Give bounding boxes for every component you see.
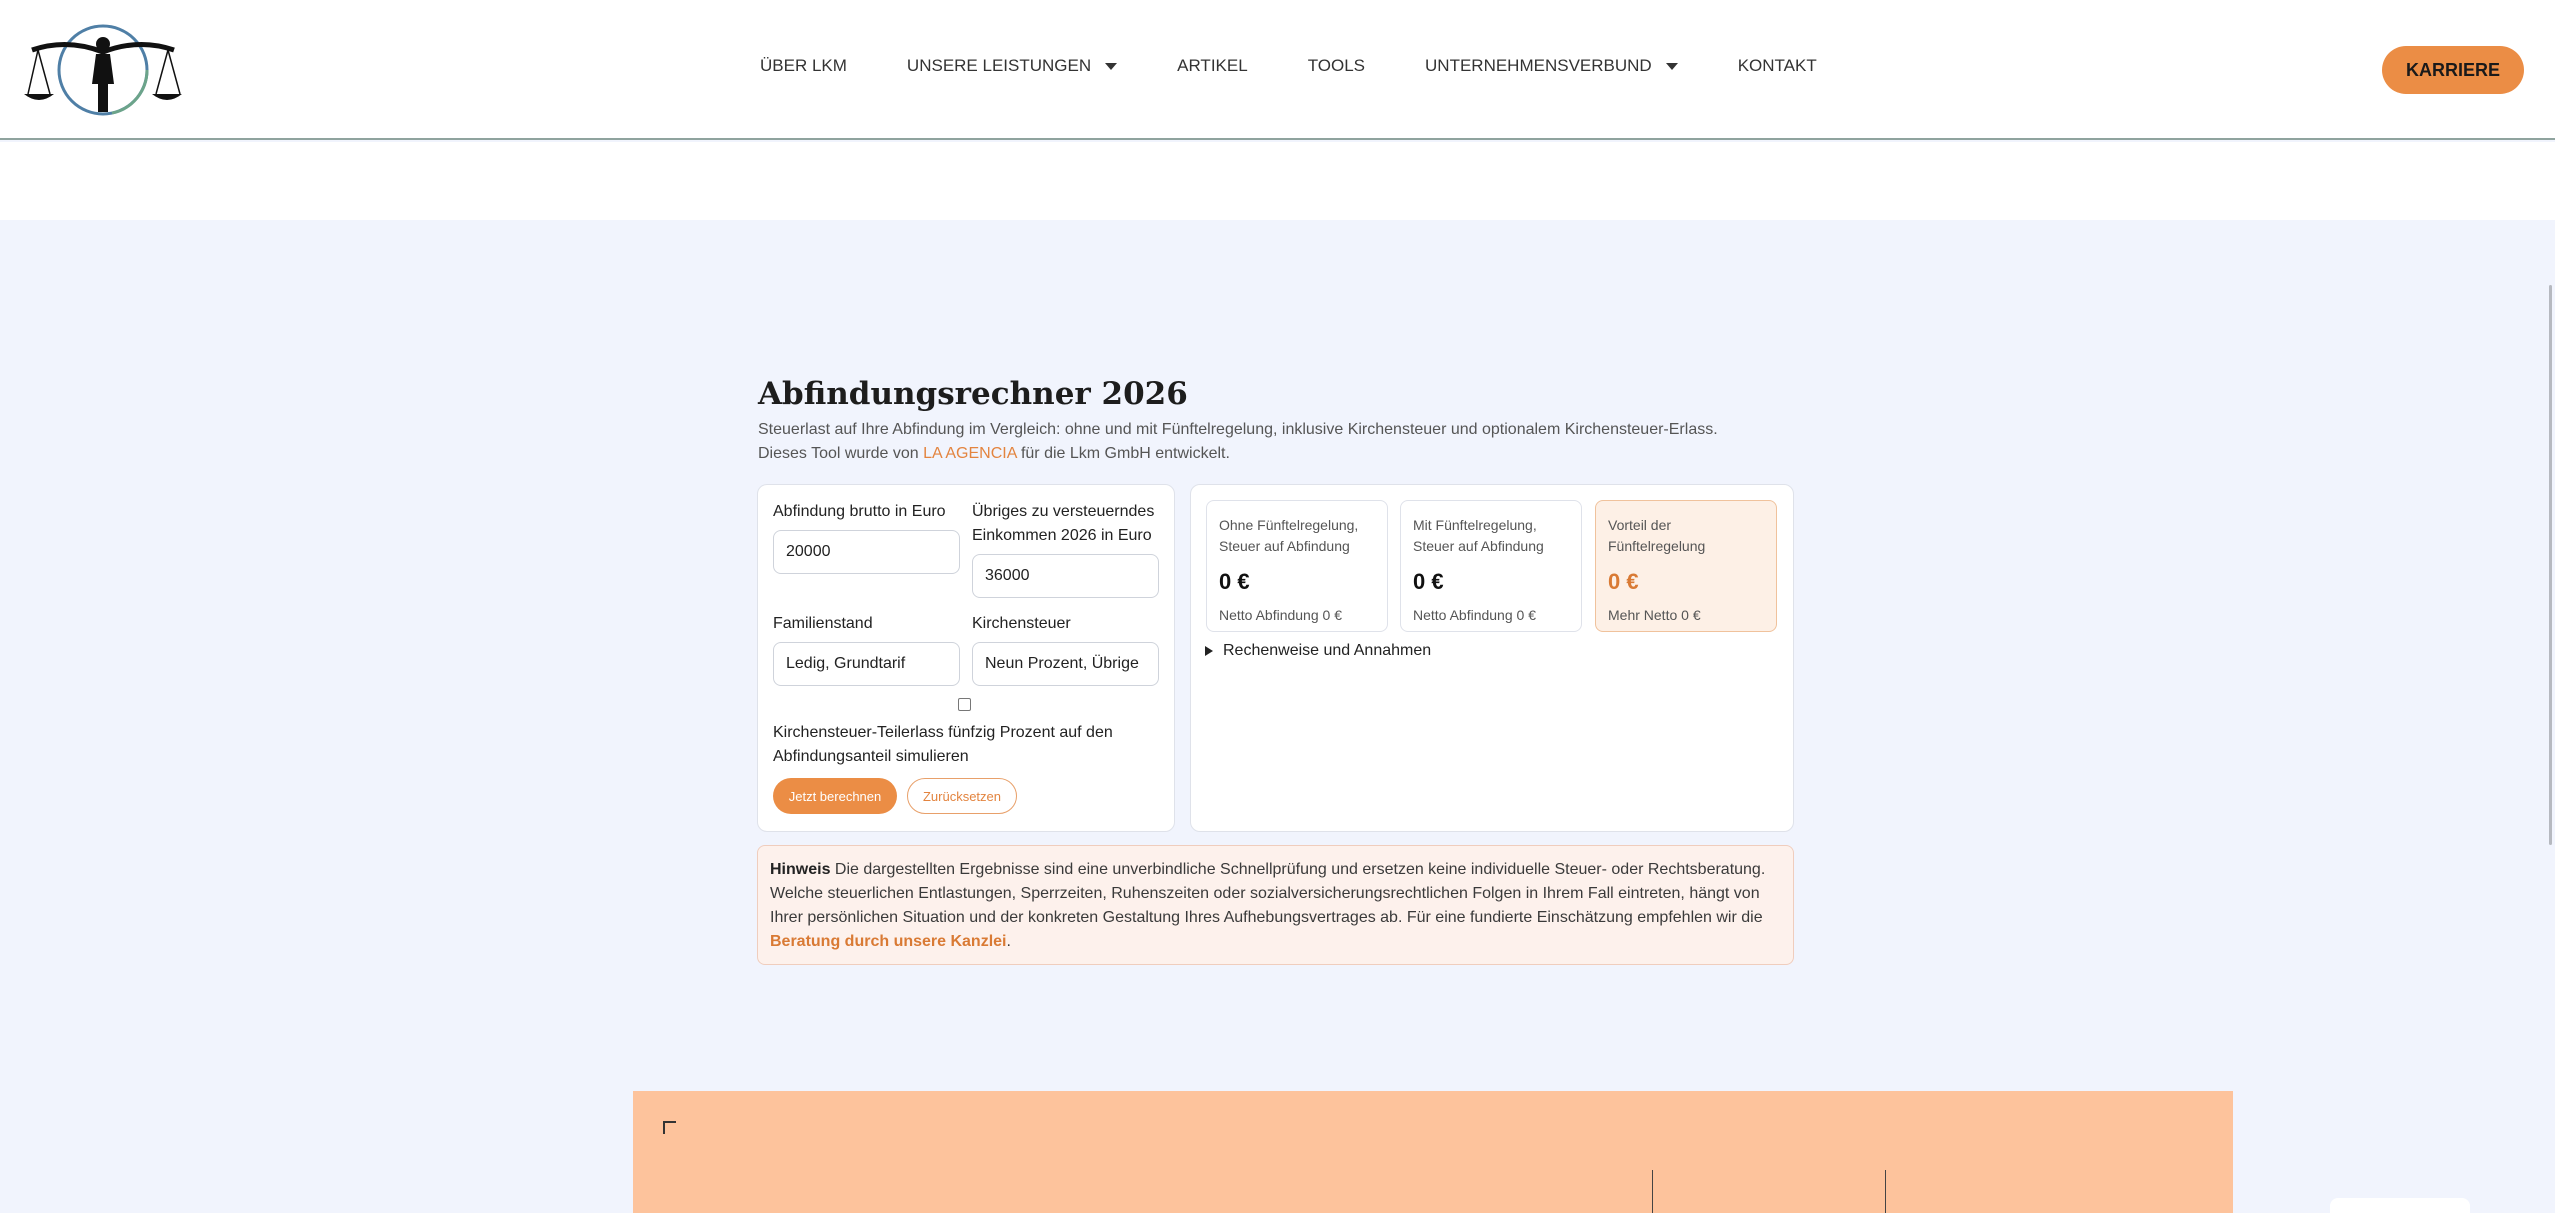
result-sub: Netto Abfindung 0 € — [1413, 607, 1536, 623]
corner-bracket-icon — [663, 1121, 676, 1134]
result-value: 0 € — [1413, 569, 1444, 594]
einkommen-input[interactable]: 36000 — [972, 554, 1159, 598]
subtitle-line-1: Steuerlast auf Ihre Abfindung im Vergleich: ohne und mit Fünftelregelung, inklusive Kirchensteuer und optionalem Kirchensteuer-Erlass. — [758, 421, 1718, 438]
nav-label: UNSERE LEISTUNGEN — [906, 56, 1092, 75]
nav-item-ueber-lkm[interactable] — [760, 56, 847, 76]
calculate-button[interactable]: Jetzt berechnen — [773, 778, 897, 814]
page-subtitle — [758, 418, 1778, 466]
result-sub: Mehr Netto 0 € — [1608, 607, 1701, 623]
subtitle-text: Dieses Tool wurde von — [758, 445, 924, 462]
nav-item-kontakt[interactable] — [1738, 56, 1817, 76]
nav-label: ÜBER LKM — [760, 56, 847, 75]
la-agencia-link[interactable]: LA AGENCIA — [923, 445, 1017, 462]
teilerlass-checkbox[interactable] — [958, 698, 971, 711]
brutto-input[interactable]: 20000 — [773, 530, 960, 574]
main-nav — [760, 56, 1877, 76]
divider-line — [1652, 1170, 1653, 1213]
nav-item-unsere-leistungen[interactable] — [907, 56, 1117, 76]
disclosure-triangle-icon — [1205, 646, 1213, 656]
brutto-label: Abfindung brutto in Euro — [773, 503, 946, 520]
result-vorteil — [1595, 500, 1777, 632]
hint-end: . — [1006, 933, 1011, 950]
nav-item-tools[interactable] — [1308, 56, 1365, 76]
nav-label: ARTIKEL — [1177, 56, 1248, 75]
caret-down-icon — [1105, 63, 1117, 70]
details-label: Rechenweise und Annahmen — [1223, 642, 1432, 659]
nav-label: UNTERNEHMENSVERBUND — [1425, 56, 1652, 75]
scrollbar-thumb[interactable] — [2549, 285, 2552, 845]
hint-lead: Hinweis — [770, 861, 831, 878]
hint-text: Die dargestellten Ergebnisse sind eine unverbindliche Schnellprüfung und ersetzen keine individuelle Steuer- oder Rechtsberatung. Welche steuerlichen Entlastungen, Sperrzeiten, Ruhenszeiten oder sozialversicherungsrechtlichen Folgen in Ihrem Fall eintreten, hängt von Ihrer persönlichen Situation und der konkreten Gestaltung Ihres Aufhebungsvertrages ab. Für eine fundierte Einschätzung empfehlen wir die — [770, 861, 1766, 926]
familienstand-label: Familienstand — [773, 615, 873, 632]
nav-label: TOOLS — [1307, 56, 1366, 75]
karriere-button[interactable]: KARRIERE — [2382, 46, 2524, 94]
result-mit-fuenftel — [1400, 500, 1582, 632]
caret-down-icon — [1666, 63, 1678, 70]
einkommen-label: Übriges zu versteuerndes Einkommen 2026 in Euro — [972, 503, 1155, 544]
kirchensteuer-select[interactable]: Neun Prozent, Übrige — [972, 642, 1159, 686]
page-title: Abfindungsrechner 2026 — [758, 376, 1188, 412]
reset-button[interactable]: Zurücksetzen — [907, 778, 1017, 814]
familienstand-select[interactable]: Ledig, Grundtarif — [773, 642, 960, 686]
kirchensteuer-label: Kirchensteuer — [972, 615, 1071, 632]
floating-tab[interactable] — [2330, 1198, 2470, 1213]
subtitle-line-2 — [758, 442, 1778, 466]
hint-box — [757, 845, 1794, 965]
lkm-logo[interactable] — [22, 22, 184, 118]
divider-line — [1885, 1170, 1886, 1213]
header-spacer — [0, 142, 2555, 220]
result-value: 0 € — [1219, 569, 1250, 594]
subtitle-text: für die Lkm GmbH entwickelt. — [1016, 445, 1230, 462]
result-label: Mit Fünftelregelung, Steuer auf Abfindung — [1413, 517, 1544, 554]
result-label: Ohne Fünftelregelung, Steuer auf Abfindung — [1219, 517, 1359, 554]
nav-item-unternehmensverbund[interactable] — [1425, 56, 1678, 76]
result-sub: Netto Abfindung 0 € — [1219, 607, 1342, 623]
site-header — [0, 0, 2555, 140]
result-label: Vorteil der Fünftelregelung — [1608, 517, 1706, 554]
result-ohne-fuenftel — [1206, 500, 1388, 632]
nav-label: KONTAKT — [1737, 56, 1817, 75]
result-value: 0 € — [1608, 569, 1639, 594]
nav-item-artikel[interactable] — [1177, 56, 1248, 76]
beratung-link[interactable]: Beratung durch unsere Kanzlei — [770, 933, 1007, 950]
orange-section — [633, 1091, 2233, 1213]
rechenweise-toggle[interactable] — [1205, 642, 1431, 660]
teilerlass-label: Kirchensteuer-Teilerlass fünfzig Prozent auf den Abfindungsanteil simulieren — [773, 724, 1113, 765]
